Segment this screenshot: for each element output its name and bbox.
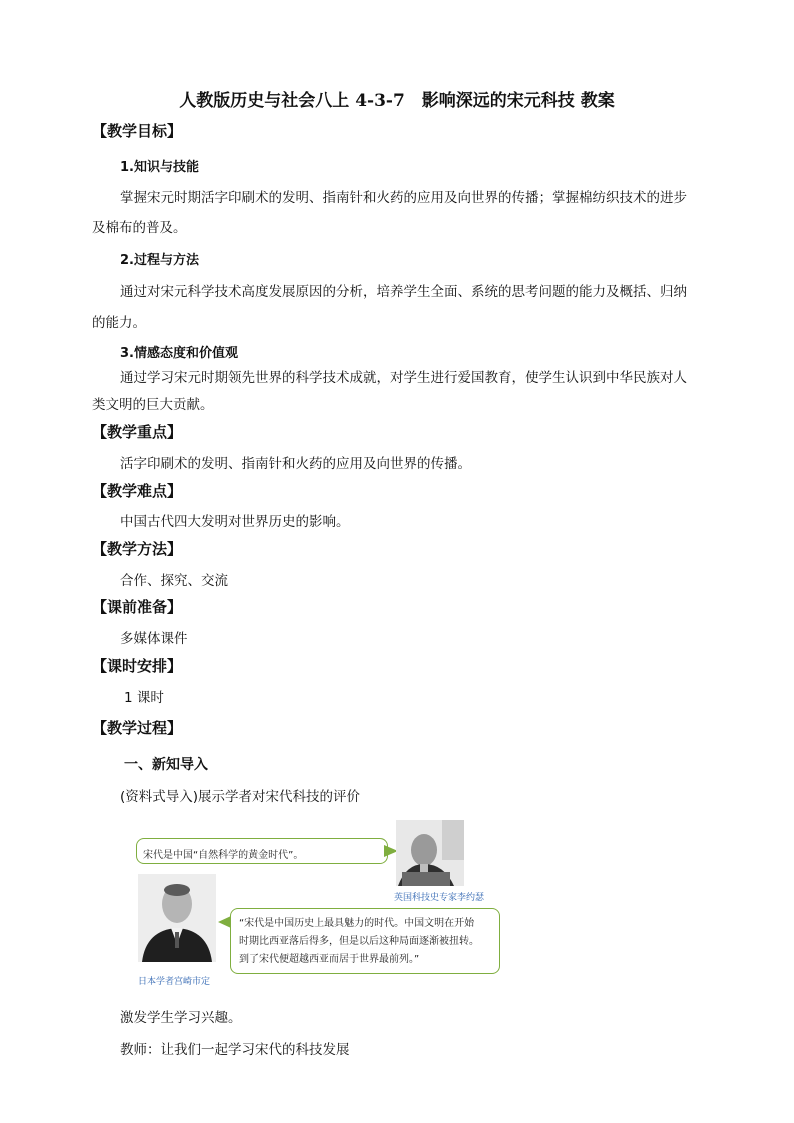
after-text-1: 激发学生学习兴趣。 bbox=[120, 1010, 242, 1026]
heading-prep: 【课前准备】 bbox=[92, 598, 183, 616]
heading-goals: 【教学目标】 bbox=[92, 122, 183, 140]
difficulty-text: 中国古代四大发明对世界历史的影响。 bbox=[120, 514, 350, 530]
goal3-line2: 类文明的巨大贡献。 bbox=[92, 397, 214, 413]
quote-1-text: 宋代是中国“自然科学的黄金时代”。 bbox=[143, 850, 304, 861]
intro-text: (资料式导入)展示学者对宋代科技的评价 bbox=[120, 789, 361, 805]
goal2-line1: 通过对宋元科学技术高度发展原因的分析，培养学生全面、系统的思考问题的能力及概括、归纳 bbox=[120, 284, 687, 300]
portrait-photo-needham bbox=[396, 820, 464, 886]
schedule-text: 1 课时 bbox=[124, 690, 164, 706]
heading-focus: 【教学重点】 bbox=[92, 423, 183, 441]
heading-schedule: 【课时安排】 bbox=[92, 657, 183, 675]
goal1-title: 1.知识与技能 bbox=[120, 160, 199, 175]
bubble-2-pointer bbox=[218, 916, 231, 928]
quote-bubble-1 bbox=[136, 838, 388, 864]
goal2-line2: 的能力。 bbox=[92, 315, 146, 331]
method-text: 合作、探究、交流 bbox=[120, 573, 228, 589]
after-text-2: 教师：让我们一起学习宋代的科技发展 bbox=[120, 1042, 350, 1058]
goal3-title: 3.情感态度和价值观 bbox=[120, 346, 238, 361]
goal1-line1: 掌握宋元时期活字印刷术的发明、指南针和火药的应用及向世界的传播；掌握棉纺织技术的进步 bbox=[120, 190, 687, 206]
heading-method: 【教学方法】 bbox=[92, 540, 183, 558]
intro-title: 一、新知导入 bbox=[124, 757, 208, 773]
portrait-photo-miyazaki bbox=[138, 874, 216, 962]
caption-needham: 英国科技史专家李约瑟 bbox=[394, 893, 485, 903]
document-title: 人教版历史与社会八上 4-3-7 影响深远的宋元科技 教案 bbox=[179, 91, 615, 111]
heading-difficulty: 【教学难点】 bbox=[92, 482, 183, 500]
heading-process: 【教学过程】 bbox=[92, 719, 183, 737]
focus-text: 活字印刷术的发明、指南针和火药的应用及向世界的传播。 bbox=[120, 456, 471, 472]
quote-2-line2: 时期比西亚落后得多，但是以后这种局面逐渐被扭转。 bbox=[239, 936, 479, 947]
goal1-line2: 及棉布的普及。 bbox=[92, 220, 187, 236]
prep-text: 多媒体课件 bbox=[120, 631, 188, 647]
quote-2-line3: 到了宋代便超越西亚而居于世界最前列。” bbox=[239, 954, 420, 965]
caption-miyazaki: 日本学者宫崎市定 bbox=[138, 977, 211, 987]
goal2-title: 2.过程与方法 bbox=[120, 253, 199, 268]
quote-bubble-2 bbox=[230, 908, 500, 974]
quote-2-line1: “宋代是中国历史上最具魅力的时代。中国文明在开始 bbox=[239, 918, 475, 929]
goal3-line1: 通过学习宋元时期领先世界的科学技术成就，对学生进行爱国教育，使学生认识到中华民族对人 bbox=[120, 370, 687, 386]
